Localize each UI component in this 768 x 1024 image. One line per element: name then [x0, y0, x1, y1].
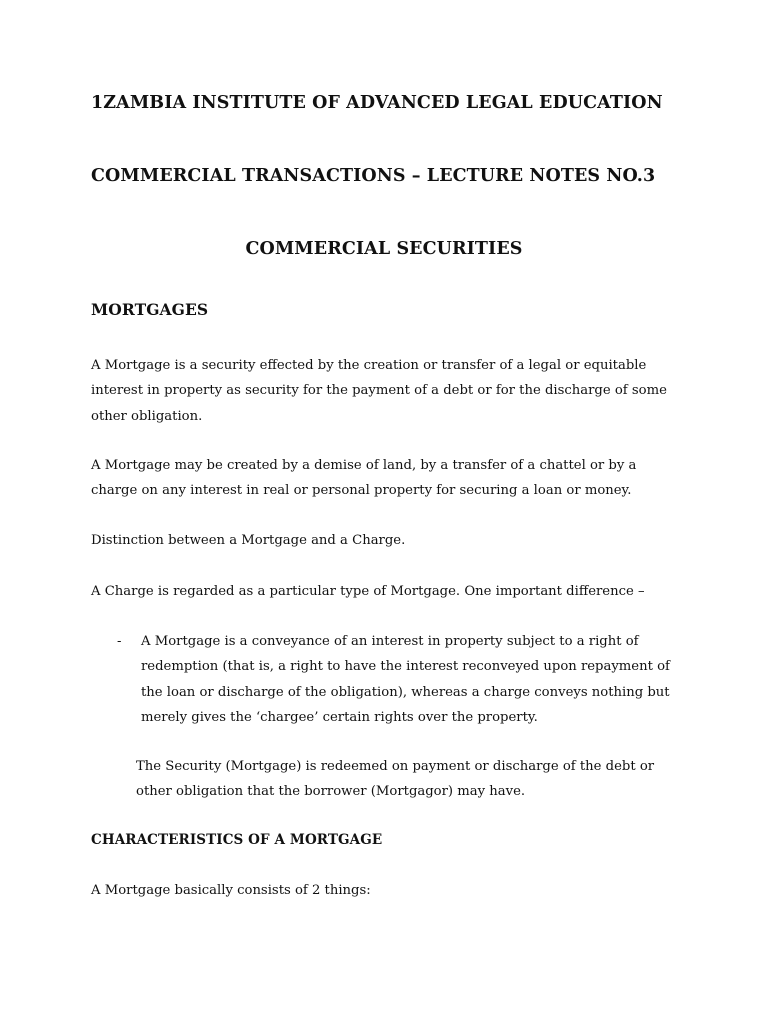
text-line: A Mortgage is a security effected by the creation or transfer of a legal or equitable: [91, 358, 647, 373]
text-line: A Charge is regarded as a particular type of Mortgage. One important difference –: [91, 584, 645, 599]
institution-title: 1ZAMBIA INSTITUTE OF ADVANCED LEGAL EDUCATION: [91, 93, 663, 113]
text-line: redemption (that is, a right to have the interest reconveyed upon repayment of: [141, 659, 670, 675]
bullet-marker: -: [117, 634, 122, 649]
paragraph-mortgage-creation: [91, 453, 691, 504]
text-line: interest in property as security for the payment of a debt or for the discharge of some: [91, 383, 667, 399]
text-line: Distinction between a Mortgage and a Charge.: [91, 533, 406, 548]
text-line: The Security (Mortgage) is redeemed on payment or discharge of the debt or: [136, 759, 655, 774]
paragraph-mortgage-definition: [91, 353, 691, 429]
text-line: A Mortgage is a conveyance of an interest in property subject to a right of: [141, 634, 639, 649]
paragraph-distinction: [91, 528, 691, 553]
section-heading-mortgages: MORTGAGES: [91, 300, 209, 319]
paragraph-mortgage-consists: [91, 878, 691, 903]
text-line: other obligation.: [91, 408, 203, 424]
text-line: merely gives the ‘chargee’ certain rights over the property.: [141, 709, 538, 725]
text-line: A Mortgage basically consists of 2 things:: [91, 883, 371, 898]
bullet-text: [141, 629, 701, 730]
topic-title: COMMERCIAL SECURITIES: [245, 239, 523, 259]
paragraph-security-redemption: [136, 754, 654, 805]
course-title: COMMERCIAL TRANSACTIONS – LECTURE NOTES NO.3: [91, 166, 656, 186]
text-line: the loan or discharge of the obligation), whereas a charge conveys nothing but: [141, 684, 670, 700]
paragraph-charge: [91, 579, 691, 604]
text-line: A Mortgage may be created by a demise of land, by a transfer of a chattel or by a: [91, 458, 637, 473]
text-line: charge on any interest in real or personal property for securing a loan or money.: [91, 483, 632, 499]
subsection-heading-characteristics: CHARACTERISTICS OF A MORTGAGE: [91, 832, 383, 848]
text-line: other obligation that the borrower (Mortgagor) may have.: [136, 784, 526, 800]
